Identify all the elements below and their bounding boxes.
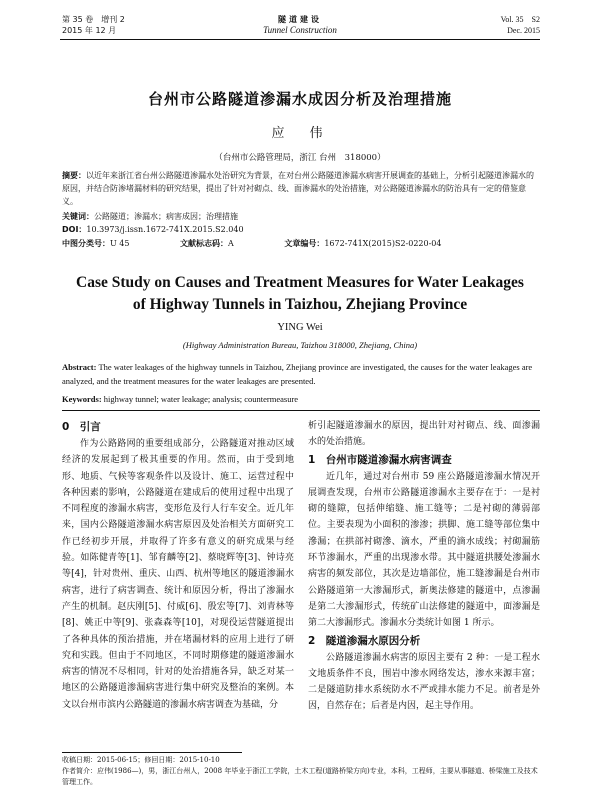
- footnote-rule: [62, 752, 242, 753]
- keywords-cn-text: 公路隧道；渗漏水；病害成因；治理措施: [94, 212, 238, 221]
- title-cn: 台州市公路隧道渗漏水成因分析及治理措施: [147, 90, 452, 108]
- abstract-cn-text: 以近年来浙江省台州公路隧道渗漏水处治研究为背景，在对台州公路隧道渗漏水病害开展调查的基础上，分析引起隧道渗漏水的原因，并结合防渗堵漏材料的研究结果，提出了针对衬砌点、线、面渗漏水的处治措施，对公路隧道渗漏水的防治具有一定的借鉴意义。: [62, 171, 534, 206]
- clc-value: U 45: [110, 239, 130, 248]
- abstract-en-label: Abstract:: [62, 362, 97, 372]
- left-column: [62, 418, 294, 713]
- code-value: A: [228, 239, 234, 248]
- keywords-en-label: Keywords:: [62, 394, 102, 404]
- header-rule: [60, 39, 540, 40]
- section-0-heading: 0 引言: [62, 421, 101, 433]
- doi-line: [62, 223, 540, 236]
- section-0-continuation: 析引起隧道渗漏水的原因，提出针对衬砌点、线、面渗漏水的处治措施。: [308, 421, 540, 448]
- clc-label: 中图分类号：: [62, 239, 110, 248]
- article-label: 文章编号：: [284, 239, 325, 248]
- title-en: [60, 272, 540, 316]
- header-date-en: Dec. 2015: [507, 26, 540, 35]
- classification-line: [62, 237, 540, 250]
- footnote: [62, 755, 540, 788]
- header-date-cn: 2015 年 12 月: [62, 26, 117, 35]
- code-label: 文献标志码：: [180, 239, 229, 248]
- section-2-paragraph: 公路隧道渗漏水病害的原因主要有 2 种：一是工程水文地质条件不良，围岩中渗水网络发达，渗水来源丰富；二是隧道防排水系统防水不严或排水能力不足。前者是外因，自然存在；后者是内因，起主导作用。: [308, 652, 540, 712]
- article-value: 1672-741X(2015)S2-0220-04: [324, 239, 442, 248]
- abstract-rule: [62, 410, 540, 411]
- author-cn: 应 伟: [271, 126, 329, 141]
- doi-value: 10.3973/j.issn.1672-741X.2015.S2.040: [86, 225, 244, 234]
- abstract-cn: [62, 169, 540, 208]
- keywords-en: [62, 392, 540, 406]
- keywords-cn-label: 关键词：: [62, 212, 94, 221]
- affiliation-cn: （台州市公路管理局，浙江 台州 318000）: [214, 153, 386, 163]
- keywords-cn: [62, 210, 540, 223]
- footnote-dates: 收稿日期：2015-06-15；修回日期：2015-10-10: [62, 756, 220, 764]
- header-journal-cn: 隧道建设: [278, 15, 322, 24]
- footnote-bio: 作者简介：应伟(1986—)，男，浙江台州人，2008 年毕业于浙江工学院，土木工程(道路桥梁方向)专业，本科，工程师，主要从事隧道、桥梁施工及技术管理工作。: [62, 767, 538, 786]
- right-column: [308, 418, 540, 715]
- header-volume-en: Vol. 35 S2: [500, 15, 540, 24]
- title-en-line2: of Highway Tunnels in Taizhou, Zhejiang Province: [132, 296, 468, 313]
- section-2-heading: 2 隧道渗漏水原因分析: [308, 634, 421, 647]
- abstract-cn-label: 摘要：: [62, 171, 86, 180]
- keywords-en-text: highway tunnel; water leakage; analysis; countermeasure: [103, 394, 299, 404]
- section-1-heading: 1 台州市隧道渗漏水病害调查: [308, 453, 452, 466]
- author-en: YING Wei: [277, 322, 323, 333]
- doi-label: DOI：: [62, 225, 87, 234]
- header-volume-cn: 第 35 卷 增刊 2: [62, 15, 125, 24]
- abstract-en: [62, 360, 540, 388]
- title-en-line1: Case Study on Causes and Treatment Measures for Water Leakages: [76, 274, 524, 291]
- section-1-paragraph: 近几年，通过对台州市 59 座公路隧道渗漏水情况开展调查发现，台州市公路隧道渗漏水主要存在于：一是衬砌的缝隙，包括伸缩缝、施工缝等；二是衬砌的薄弱部位。主要表现为小面积的渗渗；拱脚、施工缝等部位集中滲漏；在拱部衬砌滲、滴水，严重的滴水成线；衬砌漏筋环节渗漏水，严重的出现渗水带。其中隧道拱腰处渗漏水病害的频发部位，其次是边墙部位，施工缝渗漏是台州市公路隧道第一大渗漏形式，新奥法修建的隧道中，点渗漏是第二大渗漏形式，传统矿山法修建的隧道中，面渗漏是第二大渗漏形式。渗漏水分类统计如图 1 所示。: [308, 471, 540, 629]
- abstract-en-text: The water leakages of the highway tunnels in Taizhou, Zhejiang province are investigated, the causes for the water leakages are analyzed, and the treatment measures for the water leakages are presented.: [62, 362, 533, 386]
- affiliation-en: (Highway Administration Bureau, Taizhou 318000, Zhejiang, China): [182, 340, 418, 350]
- header-journal-en: Tunnel Construction: [263, 25, 337, 35]
- section-0-paragraph: 作为公路路网的重要组成部分，公路隧道对推动区域经济的发展起到了极其重要的作用。然而，由于受到地形、地质、气候等客观条件以及设计、施工、运营过程中各种因素的影响，公路隧道在建成后的使用过程中出现了不同程度的渗漏水病害，变形危及行人行车安全。近几年来，国内公路隧道渗漏水病害原因及处治相关方面研究工作已经初步开展，并取得了许多有意义的研究成果与经验。如陈健青等[1]、邹育麟等[2]、蔡晓辉等[3]、钟诗亮等[4]，针对贵州、重庆、山西、杭州等地区的隧道渗漏水病害，进行了病害调查、统计和原因分析，得出了渗漏水产生的机制。赵庆刚[5]、付威[6]、殷宏等[7]、刘青林等[8]、姚正中等[9]、张森森等[10]，对现役运营隧道提出了各种具体的预治措施，并在堵漏材料的应用上进行了研究和实践。但由于不同地区，不同时期修建的隧道渗漏水病害的情况不尽相同，针对的处治措施各异，缺乏对某一地区的公路隧道渗漏病害进行集中研究及整治的案例。本文以台州市滨内公路隧道的渗漏水病害调查为基础，分: [62, 439, 294, 710]
